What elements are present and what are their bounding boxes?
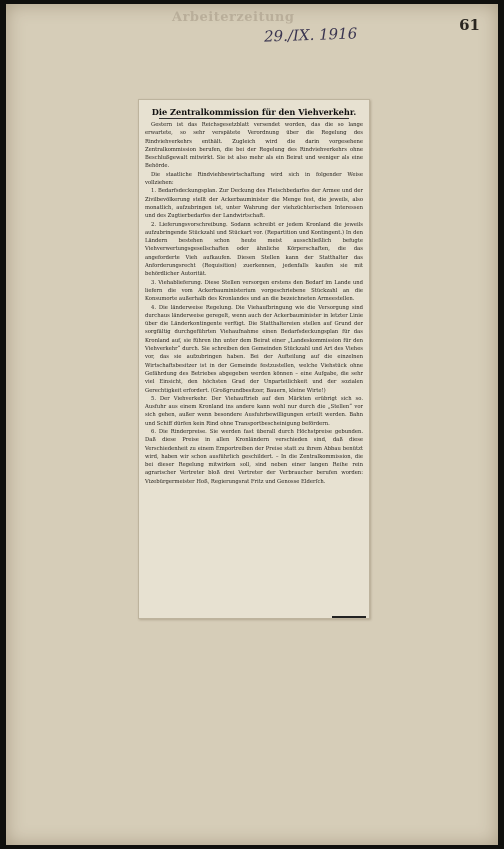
article-paragraph-lead: Die staatliche Rindviehbewirtschaftung wird sich in folgender Weise vollziehen: xyxy=(145,171,363,187)
page-number: 61 xyxy=(459,16,480,34)
article-title: Die Zentralkommission für den Viehverkehr. xyxy=(151,107,357,117)
handwritten-date: 29./IX. 1916 xyxy=(263,24,358,46)
article-paragraph-4: 4. Die länderweise Regelung. Die Viehaufbringung wie die Versorgung sind durchaus länderweise geregelt, wenn auch der Ackerbauminister in letzter Linie über die Länderkontingente verfügt. Die Statthaltereien stellen auf Grund der sorgfältig durchgeführten Viehaufnahme einen Bedarfsdeckungsplan für das Kronland auf, sie führen ihn unter dem Beirat einer „Landeskommission für den Viehverkehr“ durch. Sie schreiben den Gemeinden Stückzahl und Art des Viehes vor, das sie aufzubringen haben. Bei der Aufteilung auf die einzelnen Wirtschaftsbesitzer ist in der Gemeinde festzustellen, welche Viehstück ohne Gefährdung des Betriebes abgegeben werden können – eine Aufgabe, die sehr viel Einsicht, den höchsten Grad der Unparteilichkeit und der sozialen Gerechtigkeit erfordert. (Großgrundbesitzer, Bauern, kleine Wirte!) xyxy=(145,304,363,394)
end-rule xyxy=(332,616,366,618)
title-rule xyxy=(159,118,349,119)
archive-stamp: Arbeiterzeitung xyxy=(172,10,295,25)
article-paragraph-intro: Gestern ist das Reichsgesetzblatt versendet worden, das die so lange erwartete, so sehr verspätete Verordnung über die Regelung des Rindviehverkehrs enthält. Zugleich wird die darin vorgesehene Zentralkommission berufen, die bei der Regelung des Rindviehverkehrs ohne Beschlußgewalt mitwirkt. Sie ist also mehr als ein Beirat und weniger als eine Behörde. xyxy=(145,122,363,170)
article-paragraph-2: 2. Lieferungsvorschreibung. Sodann schreibt er jedem Kronland die jeweils aufzubringende Stückzahl und Stückart vor. (Repartition und Kontingent.) In den Ländern bestehen schon heute meist ausschließlich befugte Viehverwertungsgesellschaften oder ähnliche Körperschaften, die das angeforderte Vieh aufkaufen. Diesen Stellen kann der Statthalter das Anforderungsrecht (Requisition) zuerkennen, jedenfalls kaufen sie mit behördlicher Autorität. xyxy=(145,221,363,278)
article-paragraph-5: 5. Der Viehverkehr. Der Viehauftrieb auf den Märkten erübrigt sich so. Ausfuhr aus einem Kronland ins andere kann wohl nur durch die „Stellen“ vor sich gehen, außer wenn besondere Ausfuhrbewilligungen erteilt werden. Bahn und Schiff dürfen kein Rind ohne Transportbescheinigung befördern. xyxy=(145,395,363,427)
article-paragraph-6: 6. Die Rinderpreise. Sie werden fast überall durch Höchstpreise gebunden. Daß diese Preise in allen Kronländern verschieden sind, daß diese Verschiedenheit zu einem Emportreiben der Preise statt zu ihrem Abbau benützt wird, haben wir schon ausführlich geschildert. – In die Zentralkommission, die bei dieser Regelung mitwirken soll, sind neben einer langen Reihe rein agrarischer Vertreter bloß drei Vertreter der Verbraucher berufen worden: Vizebürgermeister Hoß, Regierungsrat Fritz und Genosse Elderſch. xyxy=(145,428,363,485)
newspaper-clipping xyxy=(138,99,370,619)
article-paragraph-1: 1. Bedarfsdeckungsplan. Zur Deckung des Fleischbedarfes der Armee und der Zivilbevölkerung stellt der Ackerbauminister die Menge fest, die jeweils, also monatlich, aufzubringen ist, unter Wahrung der viehzüchterischen Interessen und des Zugtierbedarfes der Landwirtschaft. xyxy=(145,188,363,220)
archive-page xyxy=(6,4,498,845)
article-paragraph-3: 3. Viehablieferung. Diese Stellen versorgen erstens den Bedarf im Lande und liefern die vom Ackerbauministerium vorgeschriebene Stückzahl an die Konsumorte außerhalb des Kronlandes und an die bezeichneten Armeestellen. xyxy=(145,279,363,303)
